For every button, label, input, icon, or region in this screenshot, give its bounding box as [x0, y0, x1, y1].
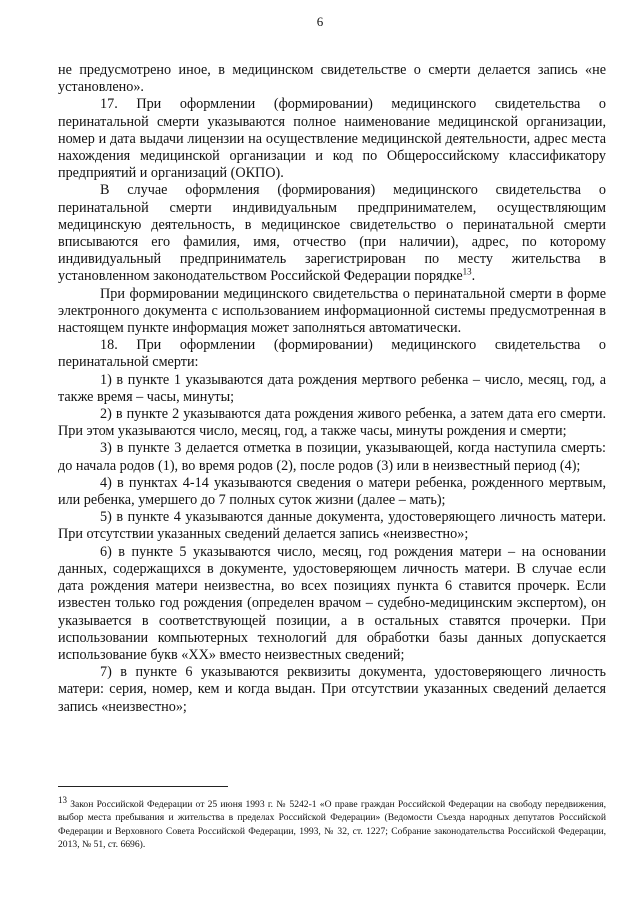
paragraph-individual-entrepreneur-text: В случае оформления (формирования) медицинского свидетельства о перинатальной смерти индивидуальным предпринимателем, осуществляющим медицинскую деятельность, в медицинское свидетельство о перинатальной смерти вписываются его фамилия, имя, отчество (при наличии), адрес, по которому индивидуальный предприниматель зарегистрирован по месту жительства в установленном законодательством Российской Федерации порядке	[58, 182, 606, 285]
paragraph-individual-entrepreneur	[58, 182, 606, 285]
list-item-4: 4) в пунктах 4-14 указываются сведения о матери ребенка, рожденного мертвым, или ребенка, умершего до 7 полных суток жизни (далее – мать);	[58, 474, 606, 509]
list-item-3: 3) в пункте 3 делается отметка в позиции, указывающей, когда наступила смерть: до начала родов (1), во время родов (2), после родов (3) или в неизвестный период (4);	[58, 440, 606, 474]
paragraph-electronic-form: При формировании медицинского свидетельства о перинатальной смерти в форме электронного документа с использованием информационной системы предусмотренная в настоящем пункте информация может заполняться автоматически.	[58, 285, 606, 337]
footnote	[58, 794, 606, 852]
document-body	[58, 62, 606, 716]
list-item-1: 1) в пункте 1 указываются дата рождения мертвого ребенка – число, месяц, год, а также время – часы, минуты;	[58, 371, 606, 405]
list-item-7: 7) в пункте 6 указываются реквизиты документа, удостоверяющего личность матери: серия, номер, кем и когда выдан. При отсутствии указанных сведений делается запись «неизвестно»;	[58, 664, 606, 715]
page-number: 6	[316, 14, 324, 29]
list-item-2: 2) в пункте 2 указываются дата рождения живого ребенка, а затем дата его смерти. При этом указываются число, месяц, год, а также часы, минуты рождения и смерти;	[58, 406, 606, 440]
footnote-reference[interactable]: 13	[462, 266, 472, 277]
list-item-6: 6) в пункте 5 указываются число, месяц, год рождения матери – на основании данных, содержащихся в документе, удостоверяющем личность матери. В случае если дата рождения матери неизвестна, во всех позициях пункта 6 ставится прочерк. Если известен только год рождения (определен врачом – судебно-медицинским экспертом), он указывается в соответствующей позиции, а в остальных ставятся прочерки. При использовании компьютерных технологий для обработки базы данных допускается использование букв «XX» вместо неизвестных сведений;	[58, 543, 606, 663]
footnote-mark: 13	[58, 794, 67, 805]
footnote-13	[58, 794, 606, 852]
list-item-5: 5) в пункте 4 указываются данные документа, удостоверяющего личность матери. При отсутствии указанных сведений делается запись «неизвестно»;	[58, 509, 606, 543]
footnote-divider	[58, 786, 228, 787]
paragraph-item-18: 18. При оформлении (формировании) медицинского свидетельства о перинатальной смерти:	[58, 337, 606, 371]
footnote-reference-tail: .	[471, 268, 476, 285]
paragraph-item-17: 17. При оформлении (формировании) медицинского свидетельства о перинатальной смерти указываются полное наименование медицинской организации, номер и дата выдачи лицензии на осуществление медицинской деятельности, адрес места нахождения медицинской организации и код по Общероссийскому классификатору предприятий и организаций (ОКПО).	[58, 96, 606, 182]
footnote-text: Закон Российской Федерации от 25 июня 1993 г. № 5242-1 «О праве граждан Российской Федерации на свободу передвижения, выбор места пребывания и жительства в пределах Российской Федерации» (Ведомости Съезда народных депутатов Российской Федерации и Верховного Совета Российской Федерации, 1993, № 32, ст. 1227; Собрание законодательства Российской Федерации, 2013, № 51, ст. 6696).	[58, 799, 606, 851]
paragraph-continuation: не предусмотрено иное, в медицинском свидетельстве о смерти делается запись «не установлено».	[58, 62, 606, 96]
